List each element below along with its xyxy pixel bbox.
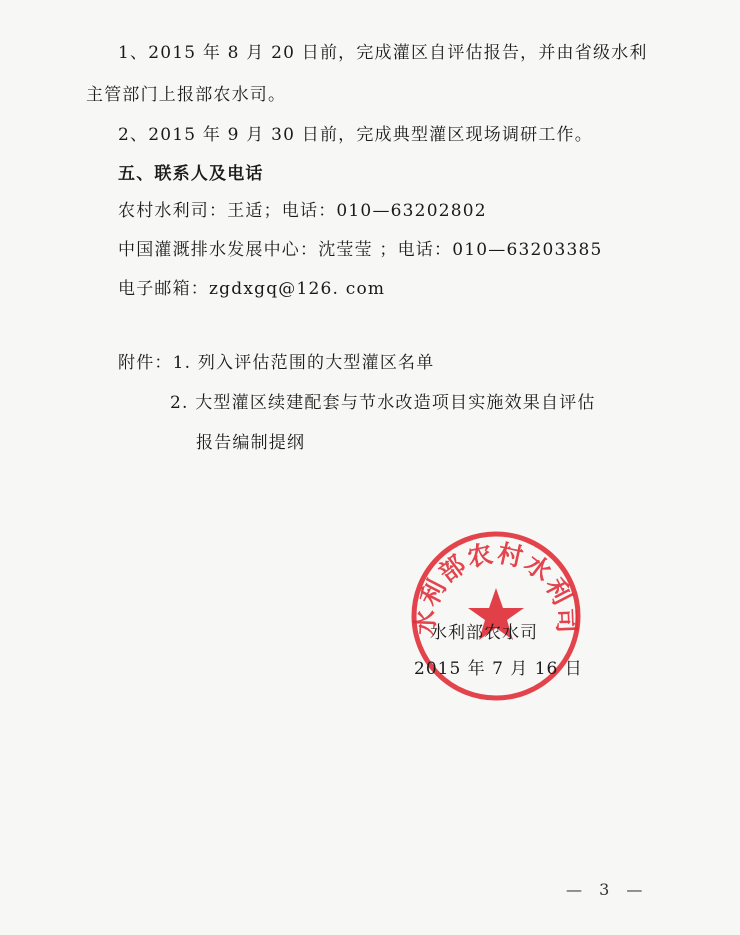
attachment-line-2: 2. 大型灌区续建配套与节水改造项目实施效果自评估 (170, 393, 596, 413)
contact-line-1: 农村水利司：王适；电话：010—63202802 (118, 201, 487, 221)
schedule-item-1-line-1: 1、2015 年 8 月 20 日前，完成灌区自评估报告，并由省级水利 (118, 43, 648, 63)
signature-date: 2015 年 7 月 16 日 (414, 659, 583, 679)
contact-line-2: 中国灌溉排水发展中心：沈莹莹 ；电话：010—63203385 (118, 240, 603, 260)
attachment-line-3: 报告编制提纲 (196, 433, 306, 453)
schedule-item-1-line-2: 主管部门上报部农水司。 (86, 85, 287, 105)
page-number: — 3 — (566, 880, 649, 899)
contacts-heading: 五、联系人及电话 (118, 164, 264, 184)
schedule-item-2: 2、2015 年 9 月 30 日前，完成典型灌区现场调研工作。 (118, 125, 593, 145)
signature-org: 水利部农水司 (430, 623, 538, 643)
attachment-line-1: 附件：1. 列入评估范围的大型灌区名单 (118, 353, 435, 373)
contact-email: 电子邮箱：zgdxgq@126. com (118, 279, 386, 299)
seal-text: 水利部农村水利司 (410, 538, 582, 636)
